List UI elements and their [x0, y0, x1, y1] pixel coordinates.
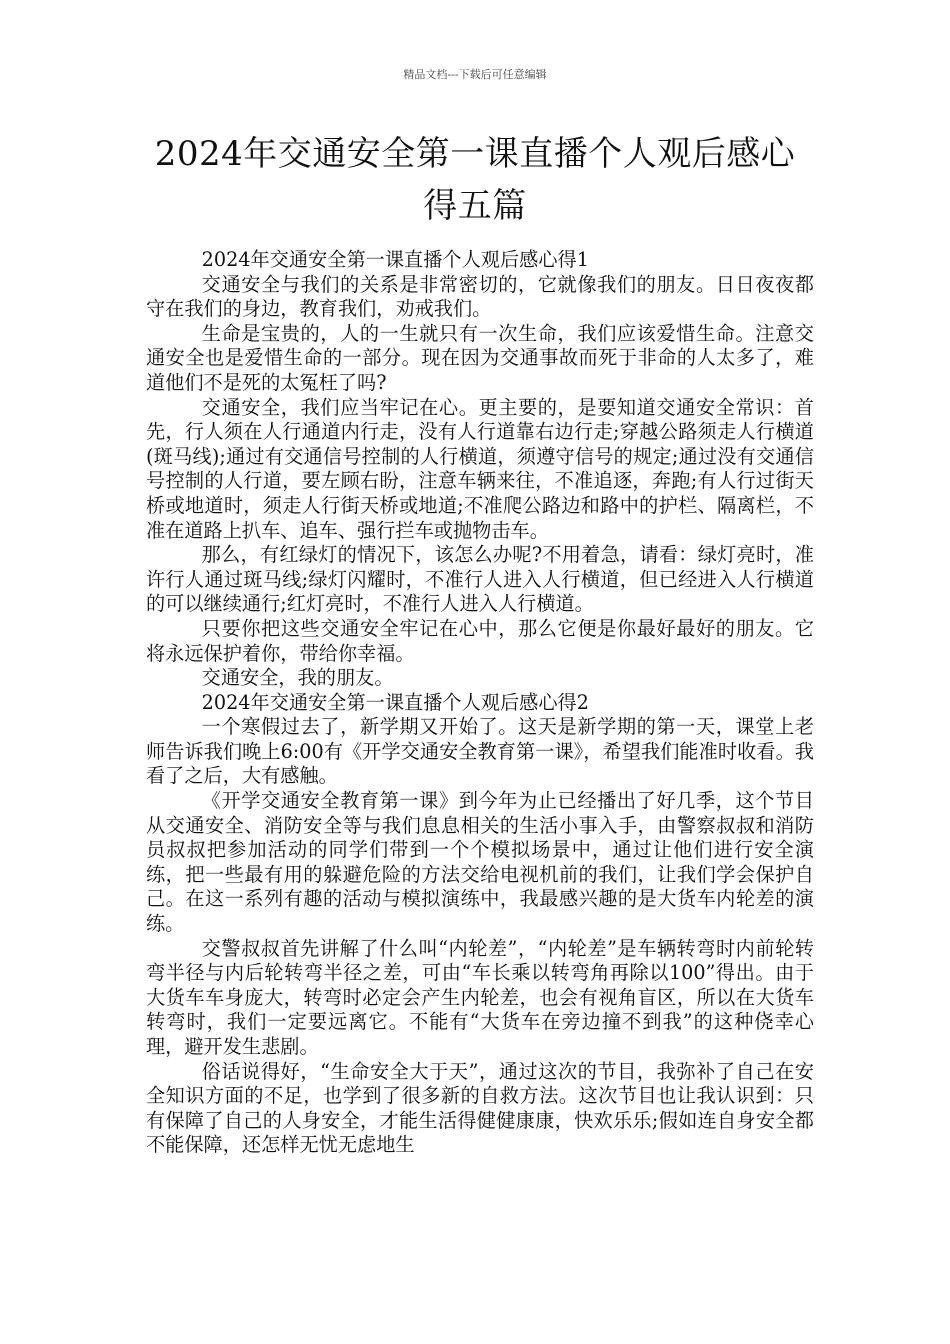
paragraph: 只要你把这些交通安全牢记在心中，那么它便是你最好最好的朋友。它将永远保护着你，带给你幸福。 [146, 616, 814, 665]
section-heading-1: 2024年交通安全第一课直播个人观后感心得1 [201, 248, 589, 271]
section-heading-2: 2024年交通安全第一课直播个人观后感心得2 [201, 690, 589, 714]
paragraph: 一个寒假过去了，新学期又开始了。这天是新学期的第一天，课堂上老师告诉我们晚上6:00有《开学交通安全教育第一课》，希望我们能准时收看。我看了之后，大有感触。 [146, 715, 814, 788]
paragraph: 交警叔叔首先讲解了什么叫“内轮差”，“内轮差”是车辆转弯时内前轮转弯半径与内后轮转弯半径之差，可由“车长乘以转弯角再除以100”得出。由于大货车车身庞大，转弯时必定会产生内轮差，也会有视角盲区，所以在大货车转弯时，我们一定要远离它。不能有“大货车在旁边撞不到我”的这种侥幸心理，避开发生悲剧。 [146, 936, 814, 1058]
title-line-1: 2024年交通安全第一课直播个人观后感心 [154, 134, 796, 174]
paragraph: 交通安全，我的朋友。 [201, 666, 394, 690]
paragraph: 生命是宝贵的，人的一生就只有一次生命，我们应该爱惜生命。注意交通安全也是爱惜生命的一部分。现在因为交通事故而死于非命的人太多了，难道他们不是死的太冤枉了吗? [146, 321, 814, 394]
paragraph: 交通安全，我们应当牢记在心。更主要的，是要知道交通安全常识：首先，行人须在人行通道内行走，没有人行道靠右边行走;穿越公路须走人行横道(斑马线);通过有交通信号控制的人行横道，须遵守信号的规定;通过没有交通信号控制的人行道，要左顾右盼，注意车辆来往，不准追逐，奔跑;有人行过街天桥或地道时，须走人行街天桥或地道;不准爬公路边和路中的护栏、隔离栏，不准在道路上扒车、追车、强行拦车或抛物击车。 [146, 395, 814, 542]
document-body [146, 248, 814, 1158]
paragraph: 俗话说得好，“生命安全大于天”，通过这次的节目，我弥补了自己在安全知识方面的不足，也学到了很多新的自救方法。这次节目也让我认识到：只有保障了自己的人身安全，才能生活得健健康康，快欢乐乐;假如连自身安全都不能保障，还怎样无忧无虑地生 [146, 1059, 814, 1157]
paragraph: 《开学交通安全教育第一课》到今年为止已经播出了好几季，这个节目从交通安全、消防安全等与我们息息相关的生活小事入手，由警察叔叔和消防员叔叔把参加活动的同学们带到一个个模拟场景中，通过让他们进行安全演练，把一些最有用的躲避危险的方法交给电视机前的我们，让我们学会保护自己。在这一系列有趣的活动与模拟演练中，我最感兴趣的是大货车内轮差的演练。 [146, 789, 814, 936]
document-title [120, 128, 830, 232]
header-note: 精品文档---下载后可任意编辑 [403, 68, 547, 81]
paragraph: 那么，有红绿灯的情况下，该怎么办呢?不用着急，请看：绿灯亮时，准许行人通过斑马线;绿灯闪耀时，不准行人进入人行横道，但已经进入人行横道的可以继续通行;红灯亮时，不准行人进入人行横道。 [146, 543, 814, 616]
paragraph: 交通安全与我们的关系是非常密切的，它就像我们的朋友。日日夜夜都守在我们的身边，教育我们，劝戒我们。 [146, 272, 814, 321]
title-line-2: 得五篇 [423, 186, 527, 226]
